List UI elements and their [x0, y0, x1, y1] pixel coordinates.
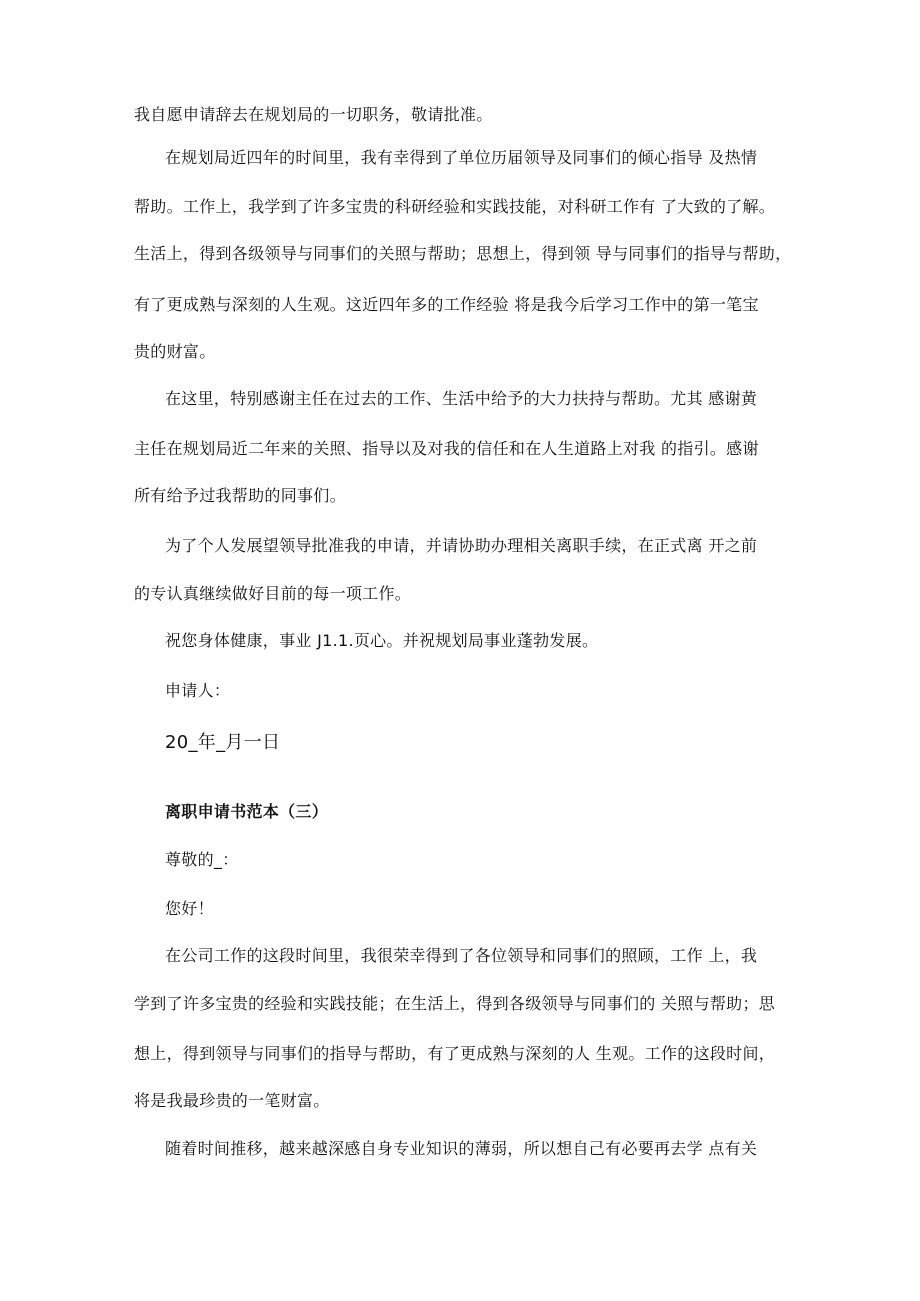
- text-line-6: 贵的财富。: [134, 342, 216, 361]
- text-line-22: 随着时间推移，越来越深感自身专业知识的薄弱，所以想自己有必要再去学 点有关: [165, 1139, 758, 1158]
- text-line-21: 将是我最珍贵的一笔财富。: [134, 1091, 330, 1110]
- text-line-4: 生活上，得到各级领导与同事们的关照与帮助；思想上，得到领 导与同事们的指导与帮助，: [134, 244, 792, 263]
- text-line-1: 我自愿申请辞去在规划局的一切职务，敬请批准。: [134, 105, 493, 124]
- text-line-8: 主任在规划局近二年来的关照、指导以及对我的信任和在人生道路上对我 的指引。感谢: [134, 439, 759, 458]
- text-line-19: 学到了许多宝贵的经验和实践技能；在生活上，得到各级领导与同事们的 关照与帮助；思: [134, 994, 776, 1013]
- section-heading: 离职申请书范本（三）: [165, 802, 329, 821]
- text-line-20: 想上，得到领导与同事们的指导与帮助，有了更成熟与深刻的人 生观。工作的这段时间，: [134, 1044, 776, 1063]
- applicant-label: 申请人：: [165, 681, 231, 700]
- text-line-11: 的专认真继续做好目前的每一项工作。: [134, 584, 412, 603]
- date-line: 20_年_月一日: [165, 732, 281, 753]
- greeting-hello: 您好！: [165, 899, 214, 918]
- text-line-5: 有了更成熟与深刻的人生观。这近四年多的工作经验 将是我今后学习工作中的第一笔宝: [134, 295, 759, 314]
- text-line-2: 在规划局近四年的时间里，我有幸得到了单位历届领导及同事们的倾心指导 及热情: [165, 148, 758, 167]
- text-line-10: 为了个人发展望领导批准我的申请，并请协助办理相关离职手续，在正式离 开之前: [165, 536, 758, 555]
- salutation: 尊敬的_：: [165, 850, 239, 869]
- greeting-line: 祝您身体健康，事业 J1.1.页心。并祝规划局事业蓬勃发展。: [165, 631, 599, 650]
- text-line-18: 在公司工作的这段时间里，我很荣幸得到了各位领导和同事们的照顾，工作 上，我: [165, 946, 758, 965]
- text-line-3: 帮助。工作上，我学到了许多宝贵的科研经验和实践技能，对科研工作有 了大致的了解。: [134, 197, 776, 216]
- text-line-9: 所有给予过我帮助的同事们。: [134, 486, 346, 505]
- text-line-7: 在这里，特别感谢主任在过去的工作、生活中给予的大力扶持与帮助。尤其 感谢黄: [165, 389, 758, 408]
